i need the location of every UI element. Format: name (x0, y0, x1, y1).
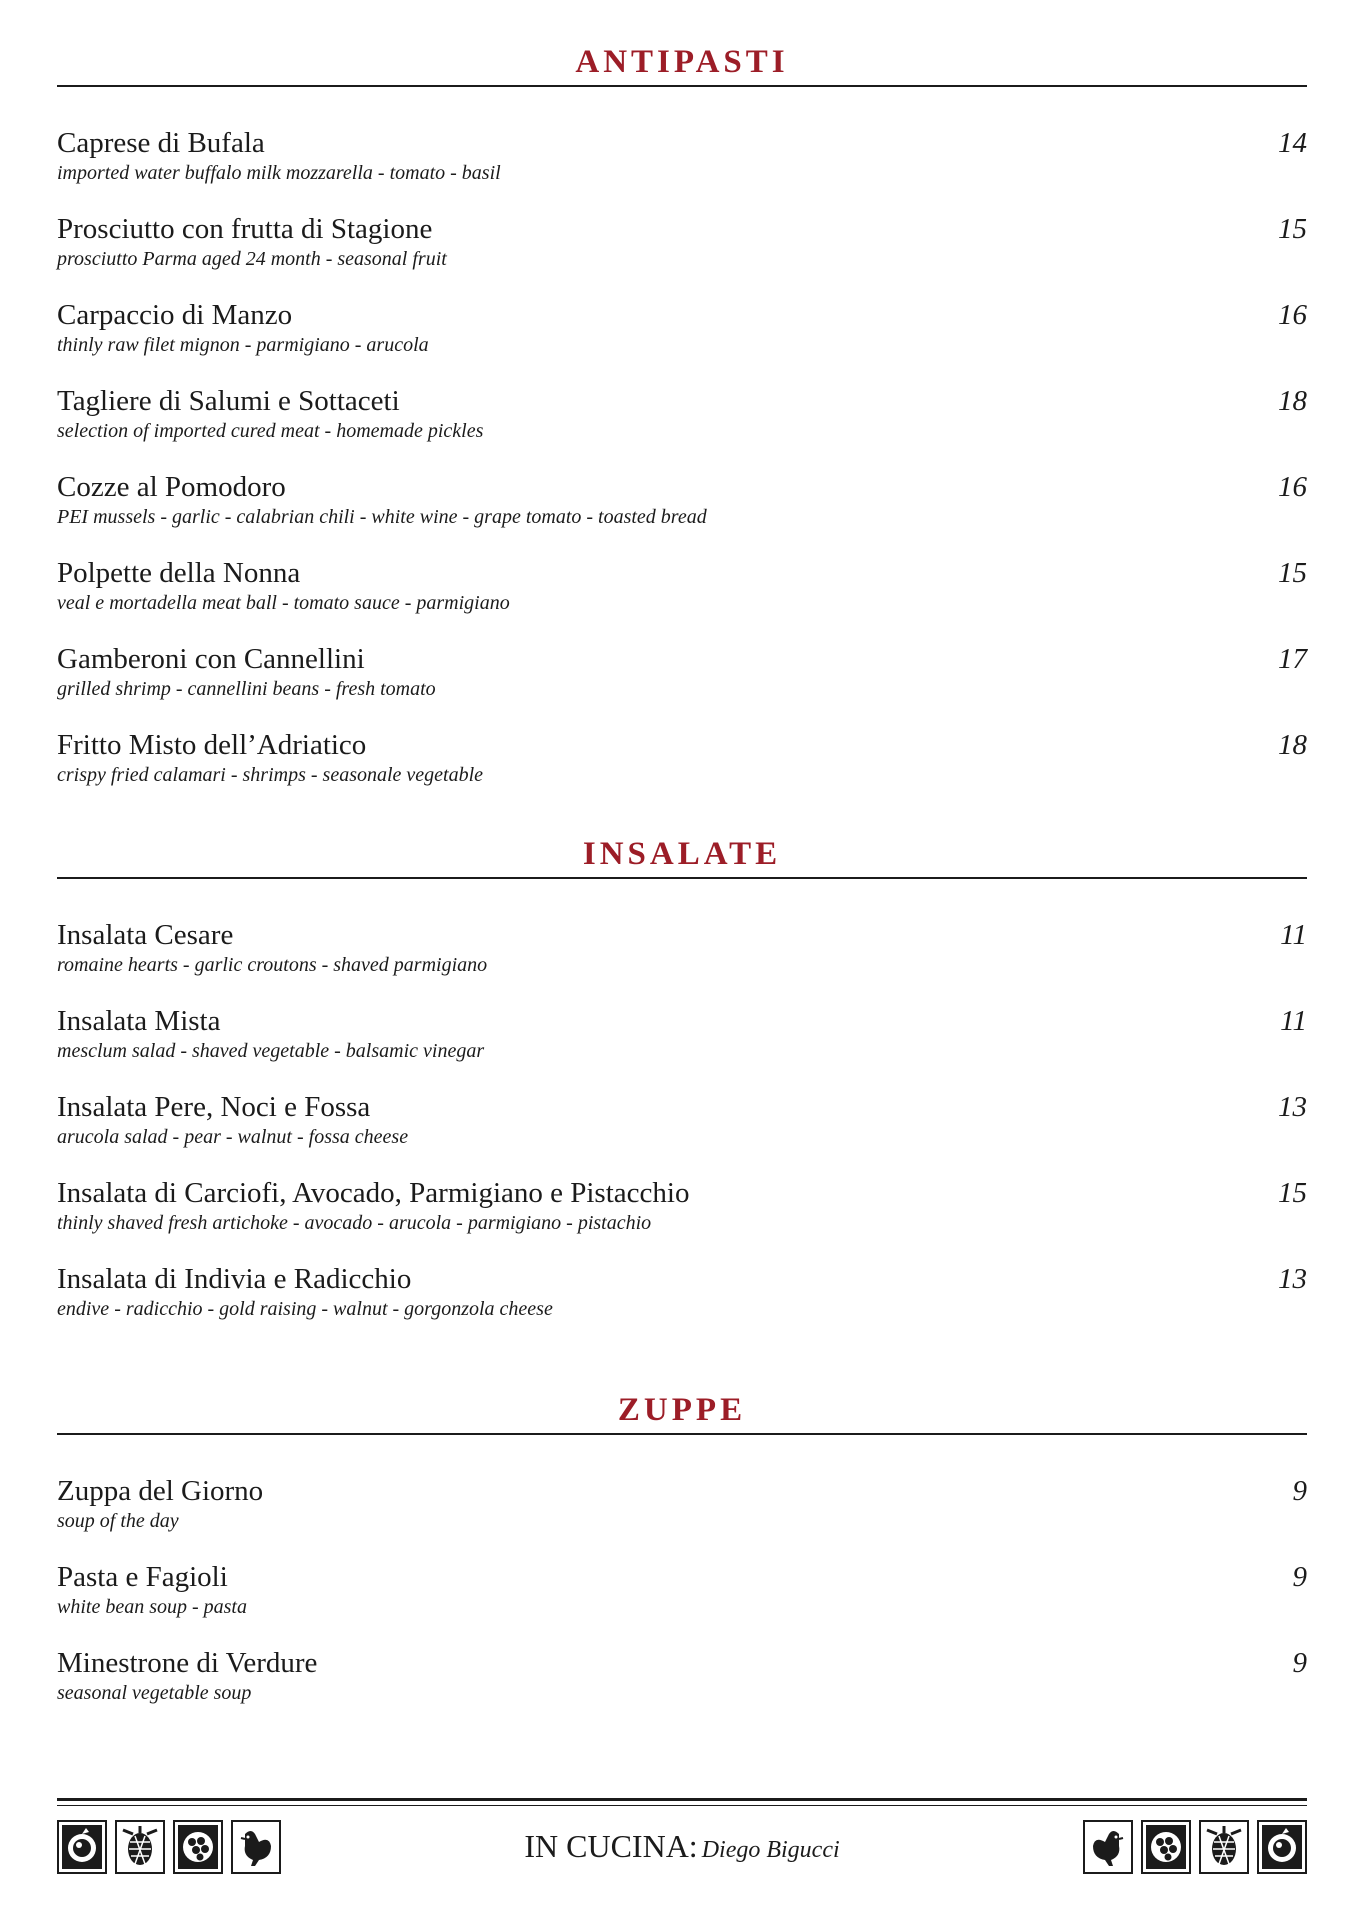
menu-item (57, 1560, 1307, 1646)
item-price: 9 (1292, 1647, 1307, 1679)
item-description: arucola salad - pear - walnut - fossa cheese (57, 1126, 409, 1148)
item-name: Insalata di Carciofi, Avocado, Parmigiano e Pistacchio (57, 1177, 690, 1209)
item-description: grilled shrimp - cannellini beans - fresh tomato (57, 678, 436, 700)
section-divider (57, 1433, 1307, 1435)
item-name: Insalata Mista (57, 1005, 221, 1037)
menu-item (57, 1090, 1307, 1176)
item-description: selection of imported cured meat - homemade pickles (57, 420, 484, 442)
item-price: 16 (1278, 471, 1307, 503)
item-price: 13 (1278, 1091, 1307, 1123)
item-price: 18 (1278, 729, 1307, 761)
menu-item (57, 126, 1307, 212)
item-price: 15 (1278, 213, 1307, 245)
item-price: 18 (1278, 385, 1307, 417)
item-name: Gamberoni con Cannellini (57, 643, 365, 675)
item-description: white bean soup - pasta (57, 1596, 247, 1618)
item-name: Caprese di Bufala (57, 127, 265, 159)
item-description: thinly raw filet mignon - parmigiano - arucola (57, 334, 429, 356)
item-name: Fritto Misto dell’Adriatico (57, 729, 367, 761)
footer-divider (57, 1805, 1307, 1806)
section-insalate (57, 834, 1307, 1320)
item-name: Insalata Pere, Noci e Fossa (57, 1091, 371, 1123)
menu-list (57, 126, 1307, 814)
item-price: 11 (1280, 919, 1307, 951)
section-divider (57, 877, 1307, 879)
item-price: 9 (1292, 1475, 1307, 1507)
menu-item (57, 1004, 1307, 1090)
item-price: 9 (1292, 1561, 1307, 1593)
item-name: Cozze al Pomodoro (57, 471, 286, 503)
item-name: Insalata Cesare (57, 919, 234, 951)
menu-list (57, 1474, 1307, 1732)
menu-item (57, 1262, 1307, 1348)
footer (57, 1798, 1307, 1880)
section-divider (57, 85, 1307, 87)
grapes-tile-icon (1141, 1820, 1191, 1874)
item-description: crispy fried calamari - shrimps - seasonale vegetable (57, 764, 484, 786)
section-title: ZUPPE (617, 1392, 747, 1428)
fruit-tile-icon (1257, 1820, 1307, 1874)
section-antipasti (57, 42, 1307, 786)
menu-item (57, 1646, 1307, 1732)
item-description: PEI mussels - garlic - calabrian chili - white wine - grape tomato - toasted bread (57, 506, 707, 528)
menu-list (57, 918, 1307, 1348)
item-name: Insalata di Indivia e Radicchio (57, 1263, 412, 1295)
item-price: 11 (1280, 1005, 1307, 1037)
item-description: soup of the day (57, 1510, 179, 1532)
item-name: Prosciutto con frutta di Stagione (57, 213, 433, 245)
item-description: mesclum salad - shaved vegetable - balsamic vinegar (57, 1040, 485, 1062)
section-title: INSALATE (582, 836, 782, 872)
item-name: Minestrone di Verdure (57, 1647, 318, 1679)
item-description: veal e mortadella meat ball - tomato sauce - parmigiano (57, 592, 510, 614)
item-price: 16 (1278, 299, 1307, 331)
menu-item (57, 642, 1307, 728)
section-title: ANTIPASTI (575, 44, 789, 80)
item-name: Zuppa del Giorno (57, 1475, 264, 1507)
menu-item (57, 918, 1307, 1004)
section-zuppe (57, 1390, 1307, 1704)
pinecone-tile-icon (1199, 1820, 1249, 1874)
rooster-tile-icon (1083, 1820, 1133, 1874)
credit-label: IN CUCINA: (524, 1828, 698, 1864)
item-name: Tagliere di Salumi e Sottaceti (57, 385, 400, 417)
menu-item (57, 298, 1307, 384)
menu-item (57, 728, 1307, 814)
menu-item (57, 384, 1307, 470)
menu-item (57, 212, 1307, 298)
decorative-tiles-right (1083, 1820, 1307, 1874)
item-price: 15 (1278, 1177, 1307, 1209)
footer-divider (57, 1798, 1307, 1801)
item-price: 15 (1278, 557, 1307, 589)
item-description: seasonal vegetable soup (57, 1682, 252, 1704)
menu-item (57, 1176, 1307, 1262)
item-name: Pasta e Fagioli (57, 1561, 228, 1593)
item-description: thinly shaved fresh artichoke - avocado - arucola - parmigiano - pistachio (57, 1212, 652, 1234)
item-name: Polpette della Nonna (57, 557, 301, 589)
item-description: imported water buffalo milk mozzarella - tomato - basil (57, 162, 501, 184)
item-description: prosciutto Parma aged 24 month - seasonal fruit (57, 248, 447, 270)
item-price: 13 (1278, 1263, 1307, 1295)
menu-item (57, 470, 1307, 556)
item-description: endive - radicchio - gold raising - walnut - gorgonzola cheese (57, 1298, 553, 1320)
item-name: Carpaccio di Manzo (57, 299, 293, 331)
menu-item (57, 556, 1307, 642)
item-description: romaine hearts - garlic croutons - shaved parmigiano (57, 954, 488, 976)
item-price: 14 (1278, 127, 1307, 159)
item-price: 17 (1278, 643, 1307, 675)
chef-name: Diego Bigucci (701, 1837, 840, 1863)
menu-item (57, 1474, 1307, 1560)
